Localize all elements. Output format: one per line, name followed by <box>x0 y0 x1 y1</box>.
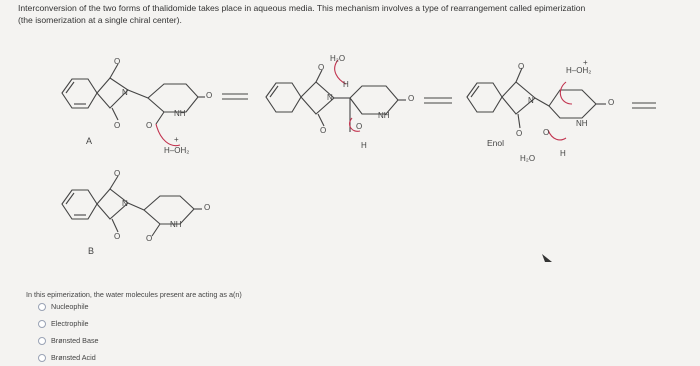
atom-h-middle2: H <box>361 141 367 150</box>
atom-o-middle1: O <box>318 63 325 72</box>
intro-line-1: Interconversion of the two forms of thalidomide takes place in aqueous media. This mechanism involves a type of rearrangement called epimerization <box>18 3 586 13</box>
atom-o-middle3: O <box>408 94 415 103</box>
label-enol: Enol <box>487 138 505 148</box>
atom-n-enol: N <box>528 96 534 105</box>
molecule-a-structure <box>62 64 205 146</box>
atom-nh-middle: NH <box>378 111 390 120</box>
reaction-scheme <box>0 30 700 270</box>
atom-o-a3: O <box>206 91 213 100</box>
intro-text <box>18 2 696 26</box>
atom-o-enol3: O <box>608 98 615 107</box>
atom-n-a: N <box>122 88 128 97</box>
radio-nucleophile[interactable] <box>38 303 46 311</box>
option-bronsted-base[interactable] <box>38 332 99 349</box>
enol-structure <box>467 68 606 140</box>
intro-line-2: (the isomerization at a single chiral center). <box>18 15 182 25</box>
atom-o-a4: O <box>146 121 153 130</box>
question-text: In this epimerization, the water molecules present are acting as a(n) <box>26 290 242 299</box>
label-molecule-b: B <box>88 246 95 256</box>
label-h2o-enol: H₂O <box>520 154 536 163</box>
radio-electrophile[interactable] <box>38 320 46 328</box>
label-h-oh2-enol: H–OH₂ <box>566 66 592 75</box>
option-nucleophile[interactable] <box>38 298 99 315</box>
option-bronsted-acid[interactable] <box>38 349 99 366</box>
label-h-oh2-a: H–OH₂ <box>164 146 190 155</box>
atom-o-enol1: O <box>518 62 525 71</box>
atom-o-b2: O <box>114 232 121 241</box>
atom-o-middle2: O <box>320 126 327 135</box>
label-molecule-a: A <box>86 136 93 146</box>
atom-o-a2: O <box>114 121 121 130</box>
option-electrophile[interactable] <box>38 315 99 332</box>
atom-h-middle1: H <box>343 80 349 89</box>
option-label: Electrophile <box>51 319 89 328</box>
radio-bronsted-base[interactable] <box>38 337 46 345</box>
atom-o-b4: O <box>146 234 153 243</box>
cursor-icon <box>542 254 552 262</box>
radio-bronsted-acid[interactable] <box>38 354 46 362</box>
molecule-middle-structure <box>266 60 406 132</box>
atom-n-b: N <box>122 199 128 208</box>
atom-o-b1: O <box>114 169 121 178</box>
atom-o-b3: O <box>204 203 211 212</box>
atom-o-a1: O <box>114 57 121 66</box>
atom-o-middle4: O <box>356 122 363 131</box>
option-label: Nucleophile <box>51 302 89 311</box>
plus-enol: + <box>583 58 588 67</box>
atom-h-enol: H <box>560 149 566 158</box>
option-label: Brønsted Acid <box>51 353 96 362</box>
plus-a: + <box>174 135 179 144</box>
atom-nh-enol: NH <box>576 119 588 128</box>
option-label: Brønsted Base <box>51 336 99 345</box>
atom-nh-a: NH <box>174 109 186 118</box>
atom-o-enol4: O <box>543 128 550 137</box>
atom-n-middle: N <box>327 93 333 102</box>
atom-o-enol2: O <box>516 129 523 138</box>
label-h2o-middle: H₂O <box>330 54 346 63</box>
answer-options <box>38 298 99 366</box>
atom-nh-b: NH <box>170 220 182 229</box>
